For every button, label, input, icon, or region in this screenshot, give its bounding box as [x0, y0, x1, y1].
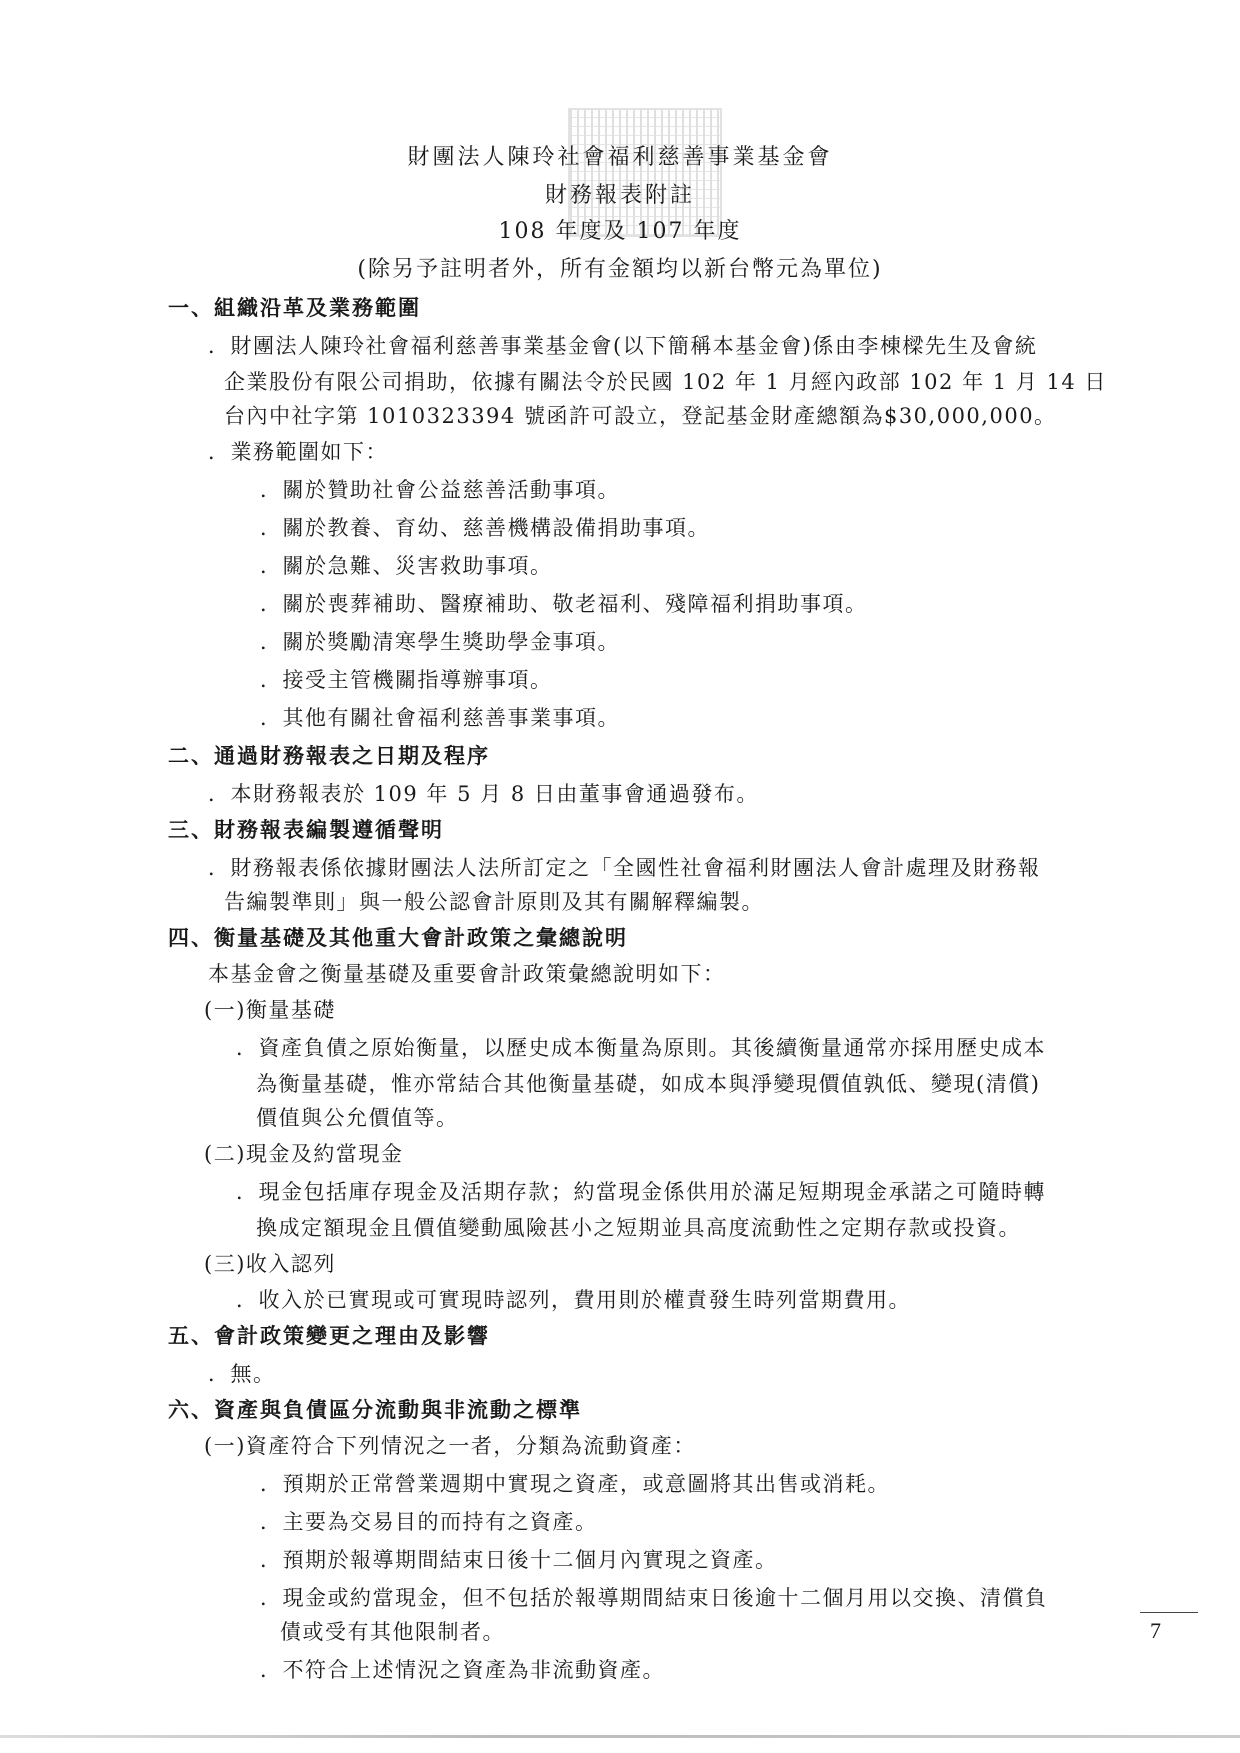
- paragraph-line: 價值與公允價值等。: [256, 1106, 459, 1130]
- page-number-rule: [1140, 1612, 1198, 1613]
- scan-edge: [0, 1735, 1240, 1738]
- paragraph-line: 告編製準則」與一般公認會計原則及其有關解釋編製。: [224, 890, 764, 914]
- page-number: 7: [1150, 1618, 1161, 1643]
- paragraph-line: ．資產負債之原始衡量，以歷史成本衡量為原則。其後續衡量通常亦採用歷史成本: [236, 1036, 1046, 1060]
- subsection-heading: (三)收入認列: [204, 1252, 336, 1276]
- doc-title: 財務報表附註: [544, 183, 695, 208]
- paragraph-line: 企業股份有限公司捐助，依據有關法令於民國 102 年 1 月經內政部 102 年 1 月 14 日: [224, 370, 1107, 394]
- paragraph-line: 台內中社字第 1010323394 號函許可設立，登記基金財產總額為$30,000,000。: [224, 404, 1057, 428]
- list-item: ．預期於報導期間結束日後十二個月內實現之資產。: [260, 1548, 778, 1572]
- list-item: ．關於贊助社會公益慈善活動事項。: [260, 478, 620, 502]
- org-name: 財團法人陳玲社會福利慈善事業基金會: [407, 145, 833, 170]
- unit-note: (除另予註明者外，所有金額均以新台幣元為單位): [357, 257, 883, 282]
- list-item: ．接受主管機關指導辦事項。: [260, 668, 553, 692]
- list-item: ．預期於正常營業週期中實現之資產，或意圖將其出售或消耗。: [260, 1472, 890, 1496]
- paragraph-line: ．收入於已實現或可實現時認列，費用則於權責發生時列當期費用。: [236, 1288, 911, 1312]
- paragraph-line: ．無。: [208, 1362, 276, 1386]
- list-item: ．關於急難、災害救助事項。: [260, 554, 553, 578]
- paragraph-line: ．現金包括庫存現金及活期存款；約當現金係供用於滿足短期現金承諾之可隨時轉: [236, 1180, 1046, 1204]
- section-heading: 三、財務報表編製遵循聲明: [168, 817, 444, 842]
- list-item: ．關於教養、育幼、慈善機構設備捐助事項。: [260, 516, 710, 540]
- list-item: ．關於獎勵清寒學生獎助學金事項。: [260, 630, 620, 654]
- list-item: 債或受有其他限制者。: [280, 1620, 505, 1644]
- subsection-heading: (一)衡量基礎: [204, 998, 336, 1022]
- subsection-heading: (一)資產符合下列情況之一者，分類為流動資產：: [204, 1434, 696, 1458]
- paragraph-line: ．財務報表係依據財團法人法所訂定之「全國性社會福利財團法人會計處理及財務報: [208, 856, 1041, 880]
- list-item: ．不符合上述情況之資產為非流動資產。: [260, 1658, 665, 1682]
- list-item: ．主要為交易目的而持有之資產。: [260, 1510, 598, 1534]
- subsection-heading: (二)現金及約當現金: [204, 1142, 404, 1166]
- paragraph-line: 本基金會之衡量基礎及重要會計政策彙總說明如下：: [208, 962, 726, 986]
- section-heading: 四、衡量基礎及其他重大會計政策之彙總說明: [168, 925, 628, 950]
- paragraph-line: 為衡量基礎，惟亦常結合其他衡量基礎，如成本與淨變現價值孰低、變現(清償): [256, 1072, 1041, 1096]
- paragraph-line: ．財團法人陳玲社會福利慈善事業基金會(以下簡稱本基金會)係由李棟樑先生及會統: [208, 334, 1038, 358]
- section-heading: 五、會計政策變更之理由及影響: [168, 1323, 490, 1348]
- paragraph-line: ．業務範圍如下：: [208, 440, 388, 464]
- paragraph-line: 換成定額現金且價值變動風險甚小之短期並具高度流動性之定期存款或投資。: [256, 1216, 1021, 1240]
- list-item: ．關於喪葬補助、醫療補助、敬老福利、殘障福利捐助事項。: [260, 592, 868, 616]
- section-heading: 二、通過財務報表之日期及程序: [168, 743, 490, 768]
- period: 108 年度及 107 年度: [498, 219, 742, 244]
- list-item: ．其他有關社會福利慈善事業事項。: [260, 706, 620, 730]
- section-heading: 六、資產與負債區分流動與非流動之標準: [168, 1397, 582, 1422]
- section-heading: 一、組織沿革及業務範圍: [168, 295, 421, 320]
- list-item: ．現金或約當現金，但不包括於報導期間結束日後逾十二個月用以交換、清償負: [260, 1586, 1048, 1610]
- paragraph-line: ．本財務報表於 109 年 5 月 8 日由董事會通過發布。: [208, 782, 759, 806]
